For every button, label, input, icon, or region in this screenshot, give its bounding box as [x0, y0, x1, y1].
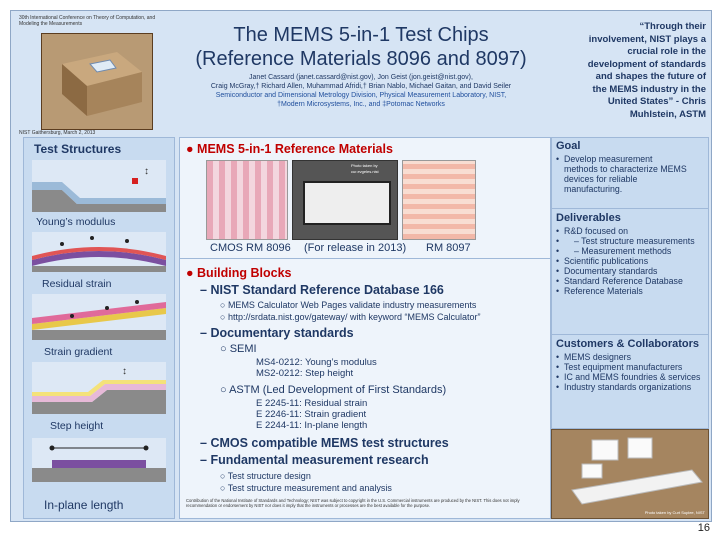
- deliverable-subitem-text: – Measurement methods: [574, 246, 672, 256]
- rm-label-8096: CMOS RM 8096: [210, 242, 291, 254]
- rm8097-chip-photo: [402, 160, 476, 240]
- title-line-2: (Reference Materials 8096 and 8097): [195, 48, 527, 70]
- semi-line: ○ SEMI: [220, 343, 257, 355]
- astm-item: E 2245-11: Residual strain: [256, 398, 368, 409]
- astm-item: E 2246-11: Strain gradient: [256, 409, 367, 420]
- fundamental-line: – Fundamental measurement research: [200, 453, 429, 467]
- photo-caption: Photo taken by cur.evgeles.nist: [351, 163, 379, 174]
- authors-line-4: †Modern Microsystems, Inc., and ‡Potomac Networks: [277, 101, 445, 108]
- quote-line: the MEMS industry in the: [592, 83, 706, 95]
- semi-item: MS4-0212: Young’s modulus: [256, 357, 377, 368]
- astm-text: ASTM (Led Development of First Standards): [229, 384, 447, 396]
- test-structures-panel: [23, 137, 175, 519]
- deliverable-subitem-text: – Test structure measurements: [574, 236, 695, 246]
- customers-heading: Customers & Collaborators: [556, 338, 700, 350]
- customer-item: • Industry standards organizations: [556, 382, 704, 392]
- test-structures-heading: Test Structures: [34, 142, 122, 156]
- divider: [552, 334, 708, 335]
- reference-materials-heading: ● MEMS 5-in-1 Reference Materials: [186, 142, 393, 156]
- deliverable-subitem: [556, 236, 704, 246]
- divider: [180, 258, 550, 259]
- deliverable-item: • Reference Materials: [556, 286, 704, 296]
- photo-credit: Photo taken by Curt Suplee, NIST: [644, 510, 705, 515]
- authors-line-2: Craig McGray,† Richard Allen, Muhammad Afridi,† Brian Nablo, Michael Gaitan, and David Seiler: [210, 83, 512, 90]
- cmos-chip-photo: [206, 160, 288, 240]
- in-plane-length-diagram: [32, 438, 166, 482]
- test-kit-photo: [551, 429, 709, 519]
- customer-item: • Test equipment manufacturers: [556, 362, 704, 372]
- fundamental-item: ○ Test structure design: [220, 471, 311, 481]
- deliverables-list: [556, 226, 704, 296]
- quote-line: involvement, NIST plays a: [588, 33, 706, 45]
- chip-box-photo: [41, 33, 153, 130]
- nist-db-item-text: http://srdata.nist.gov/gateway/ with keyword “MEMS Calculator”: [227, 312, 481, 322]
- goal-heading: Goal: [556, 140, 581, 152]
- deliverable-item: • R&D focused on: [556, 226, 704, 236]
- semi-text: SEMI: [229, 343, 257, 355]
- goal-list: [556, 154, 688, 194]
- deliverable-item: • Documentary standards: [556, 266, 704, 276]
- fundamental-text: Fundamental measurement research: [210, 453, 429, 467]
- quote-line: Muhlstein, ASTM: [629, 108, 706, 120]
- strain-gradient-diagram: [32, 294, 166, 340]
- deliverable-item: • Standard Reference Database: [556, 276, 704, 286]
- doc-standards-text: Documentary standards: [210, 326, 354, 340]
- middle-panel: [179, 137, 551, 519]
- doc-standards-line: – Documentary standards: [200, 326, 354, 340]
- rm-label-release: (For release in 2013): [304, 242, 407, 254]
- conference-date: NIST Gaithersburg, March 2, 2013: [19, 130, 96, 136]
- quote-line: development of standards: [587, 58, 706, 70]
- right-panel: [551, 137, 709, 429]
- astm-item: E 2244-11: In-plane length: [256, 420, 368, 431]
- deliverables-heading: Deliverables: [556, 212, 621, 224]
- nist-db-text: NIST Standard Reference Database 166: [210, 283, 444, 297]
- poster-title: [186, 23, 536, 71]
- nist-db-line: – NIST Standard Reference Database 166: [200, 283, 444, 297]
- building-blocks-heading: ● Building Blocks: [186, 266, 292, 280]
- authors-line-1: Janet Cassard (janet.cassard@nist.gov), Jon Geist (jon.geist@nist.gov),: [249, 74, 473, 81]
- page-number: 16: [697, 522, 710, 534]
- structure-label: Strain gradient: [44, 346, 113, 358]
- fundamental-item-text: Test structure design: [227, 471, 311, 481]
- svg-text:↕: ↕: [144, 166, 149, 177]
- chip-carrier: [303, 181, 391, 225]
- youngs-modulus-diagram: [32, 160, 166, 212]
- divider: [552, 208, 708, 209]
- customer-item: • MEMS designers: [556, 352, 704, 362]
- poster: [10, 10, 712, 522]
- structure-label: Residual strain: [42, 278, 112, 290]
- fundamental-item-text: Test structure measurement and analysis: [227, 483, 392, 493]
- residual-strain-diagram: [32, 232, 166, 272]
- semi-item: MS2-0212: Step height: [256, 368, 354, 379]
- structure-label: Young’s modulus: [36, 216, 116, 228]
- deliverable-item: • Scientific publications: [556, 256, 704, 266]
- structure-label: In-plane length: [44, 498, 124, 512]
- quote-line: “Through their: [639, 21, 706, 32]
- quote-block: [566, 21, 706, 121]
- authors-block: [181, 73, 541, 109]
- footnote: Contribution of the National Institute of Standards and Technology; NIST was subject to copyright in the U.S. Commercial instruments are produced by the NIST. This does not imply recommendation or endorsement by NIST nor does it imply that the instruments or processes are the best available for the purpose.: [186, 498, 520, 508]
- reference-materials-heading-text: MEMS 5-in-1 Reference Materials: [197, 142, 393, 156]
- cmos-text: CMOS compatible MEMS test structures: [210, 436, 449, 450]
- nist-db-item: ○ MEMS Calculator Web Pages validate industry measurements: [220, 300, 477, 310]
- building-blocks-heading-text: Building Blocks: [197, 266, 292, 280]
- rm-label-8097: RM 8097: [426, 242, 471, 254]
- nist-db-item-text: MEMS Calculator Web Pages validate industry measurements: [227, 300, 477, 310]
- step-height-diagram: [32, 362, 166, 414]
- nist-db-item: ○ http://srdata.nist.gov/gateway/ with keyword “MEMS Calculator”: [220, 312, 481, 322]
- quote-line: crucial role in the: [627, 46, 706, 57]
- cmos-line: – CMOS compatible MEMS test structures: [200, 436, 449, 450]
- goal-item: • Develop measurement methods to characterize MEMS devices for reliable manufacturing.: [556, 154, 688, 194]
- structure-label: Step height: [50, 420, 104, 432]
- authors-line-3: Semiconductor and Dimensional Metrology Division, Physical Measurement Laboratory, NIST,: [215, 92, 507, 99]
- fundamental-item: ○ Test structure measurement and analysis: [220, 483, 392, 493]
- conference-text: 30th International Conference on Theory of Computation, and Modeling the Measurements: [19, 15, 156, 27]
- chip-package-photo: [292, 160, 398, 240]
- deliverable-subitem: [556, 246, 704, 256]
- customer-item: • IC and MEMS foundries & services: [556, 372, 704, 382]
- customers-list: [556, 352, 704, 392]
- title-line-1: The MEMS 5-in-1 Test Chips: [233, 24, 489, 46]
- quote-line: United States” - Chris: [607, 96, 706, 107]
- quote-line: and shapes the future of: [595, 71, 706, 82]
- svg-text:↕: ↕: [122, 366, 127, 377]
- astm-line: ○ ASTM (Led Development of First Standards): [220, 384, 447, 396]
